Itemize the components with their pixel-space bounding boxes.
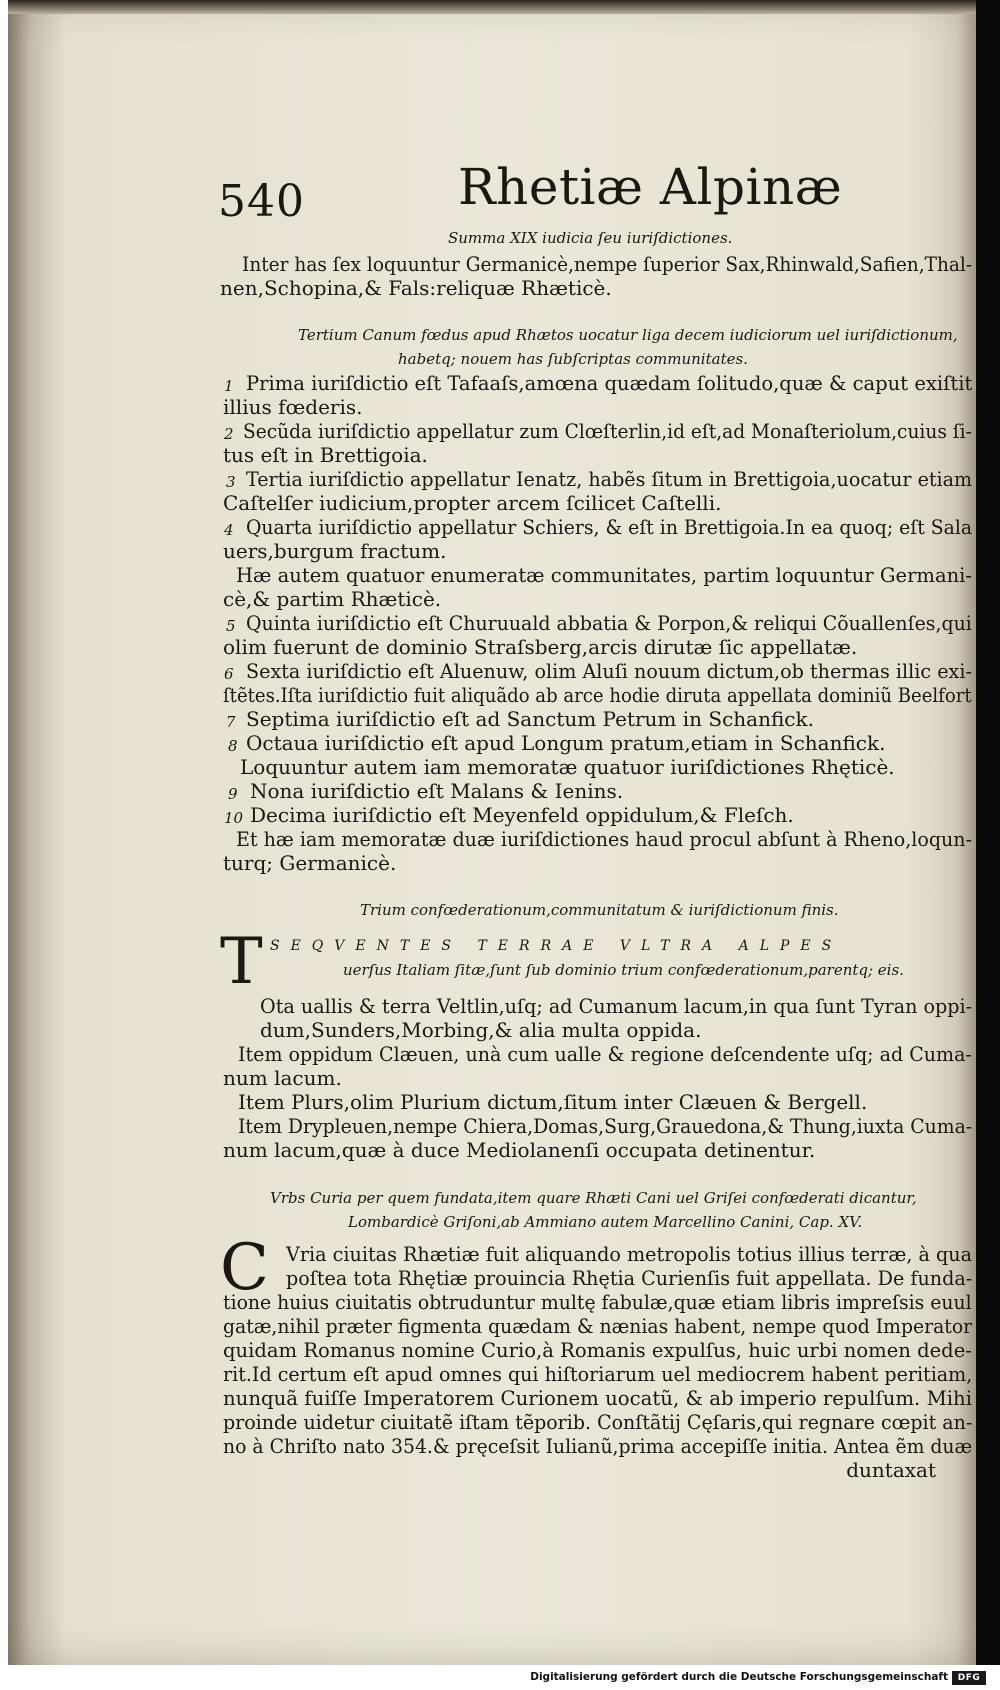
line-number: 8 xyxy=(228,737,238,755)
text-line: Summa XIX iudicia ſeu iuriſdictiones. xyxy=(448,229,733,247)
text-line: no à Chriſto nato 354.& pręceſsit Iulianũ,prima accepiſſe initia. Antea ẽm duæ xyxy=(223,1434,973,1458)
text-line: illius fœderis. xyxy=(223,395,363,419)
drop-cap-c: C xyxy=(220,1231,269,1305)
text-line: nen,Schopina,& Fals:reliquæ Rhæticè. xyxy=(220,276,612,300)
page-content xyxy=(8,0,976,1665)
text-line: olim fuerunt de dominio Straſsberg,arcis dirutæ ſic appellatæ. xyxy=(223,635,858,659)
text-line: Hæ autem quatuor enumeratæ communitates, partim loquuntur Germani- xyxy=(236,563,973,587)
scanned-page xyxy=(8,0,976,1665)
text-line: habetq; nouem has ſubſcriptas communitates. xyxy=(398,350,748,368)
scan-edge-bar xyxy=(976,0,1000,1665)
text-line: uers,burgum fractum. xyxy=(223,539,447,563)
text-line: ſtẽtes.Iſta iuriſdictio fuit aliquãdo ab arce hodie diruta appellata dominiũ Beelfort xyxy=(223,683,972,707)
text-line: poſtea tota Rhętiæ prouincia Rhętia Curienſis fuit appellata. De funda- xyxy=(286,1266,973,1290)
line-number: 4 xyxy=(224,521,234,539)
text-line: Item oppidum Clæuen, unà cum ualle & regione deſcendente uſq; ad Cuma- xyxy=(238,1042,972,1066)
text-line: Sexta iuriſdictio eſt Aluenuw, olim Aluſi nouum dictum,ob thermas illic exi- xyxy=(246,659,972,683)
line-number: 3 xyxy=(226,473,236,491)
text-line: Caſtelſer iudicium,propter arcem ſcilicet Caſtelli. xyxy=(223,491,722,515)
text-line: SEQVENTES TERRAE VLTRA ALPES xyxy=(270,938,843,954)
text-line: proinde uidetur ciuitatẽ iſtam tẽporib. Conſtãtij Cęſaris,qui regnare cœpit an- xyxy=(223,1410,973,1434)
text-line: Octaua iuriſdictio eſt apud Longum pratum,etiam in Schanfick. xyxy=(246,731,886,755)
footer-bar xyxy=(0,1668,992,1690)
text-line: gatæ,nihil præter figmenta quædam & nænias habent, nempe quod Imperator xyxy=(223,1314,973,1338)
text-line: Trium confœderationum,communitatum & iuriſdictionum finis. xyxy=(360,901,839,919)
text-line: Lombardicè Griſoni,ab Ammiano autem Marcellino Canini, Cap. XV. xyxy=(348,1213,863,1231)
text-line: Inter has ſex loquuntur Germanicè,nempe ſuperior Sax,Rhinwald,Safien,Thal- xyxy=(242,252,973,276)
line-number: 2 xyxy=(224,425,234,443)
line-number: 10 xyxy=(224,809,244,827)
text-line: Prima iuriſdictio eſt Tafaaſs,amœna quædam ſolitudo,quæ & caput exiſtit xyxy=(246,371,973,395)
line-number: 7 xyxy=(226,713,236,731)
dfg-logo: DFG xyxy=(952,1671,986,1685)
text-line: Loquuntur autem iam memoratæ quatuor iuriſdictiones Rhęticè. xyxy=(240,755,895,779)
text-line: quidam Romanus nomine Curio,à Romanis expulſus, huic urbi nomen dede- xyxy=(223,1338,972,1362)
footer-credit: Digitalisierung gefördert durch die Deutsche Forschungsgemeinschaft xyxy=(530,1671,948,1683)
text-line: Vrbs Curia per quem fundata,item quare Rhæti Cani uel Griſei confœderati dicantur, xyxy=(270,1189,917,1207)
text-line: Quarta iuriſdictio appellatur Schiers, & eſt in Brettigoia.In ea quoq; eſt Sala xyxy=(246,515,973,539)
text-line: duntaxat xyxy=(846,1458,936,1482)
text-line: num lacum. xyxy=(223,1066,342,1090)
line-number: 9 xyxy=(228,785,238,803)
text-line: cè,& partim Rhæticè. xyxy=(223,587,442,611)
page-number: 540 xyxy=(218,176,305,227)
line-number: 5 xyxy=(226,617,236,635)
text-line: Quinta iuriſdictio eſt Churuuald abbatia & Porpon,& reliqui Cõuallenſes,qui xyxy=(246,611,972,635)
text-line: Tertia iuriſdictio appellatur Ienatz, habẽs ſitum in Brettigoia,uocatur etiam xyxy=(246,467,973,491)
text-line: Tertium Canum fœdus apud Rhætos uocatur liga decem iudiciorum uel iuriſdictionum, xyxy=(298,326,958,344)
running-head: Rhetiæ Alpinæ xyxy=(458,158,843,216)
text-line: dum,Sunders,Morbing,& alia multa oppida. xyxy=(260,1018,702,1042)
text-line: uerſus Italiam ſitæ,ſunt ſub dominio trium confœderationum,parentq; eis. xyxy=(343,961,904,979)
text-line: Nona iuriſdictio eſt Malans & Ienins. xyxy=(250,779,624,803)
text-line: rit.Id certum eſt apud omnes qui hiſtoriarum uel mediocrem habent peritiam, xyxy=(223,1362,973,1386)
line-number: 1 xyxy=(224,377,234,395)
text-line: Decima iuriſdictio eſt Meyenfeld oppidulum,& Fleſch. xyxy=(250,803,794,827)
text-line: turq; Germanicè. xyxy=(223,851,397,875)
text-line: Item Plurs,olim Plurium dictum,ſitum inter Clæuen & Bergell. xyxy=(238,1090,868,1114)
text-line: nunquã fuiſſe Imperatorem Curionem uocatũ, & ab imperio repulſum. Mihi xyxy=(223,1386,972,1410)
text-line: tus eſt in Brettigoia. xyxy=(223,443,428,467)
text-line: num lacum,quæ à duce Mediolanenſi occupata detinentur. xyxy=(223,1138,816,1162)
text-line: tione huius ciuitatis obtruduntur multę fabulæ,quæ etiam libris impreſsis euul xyxy=(223,1290,972,1314)
text-line: Item Drypleuen,nempe Chiera,Domas,Surg,Grauedona,& Thung,iuxta Cuma- xyxy=(238,1114,973,1138)
text-line: Et hæ iam memoratæ duæ iuriſdictiones haud procul abſunt à Rheno,loqun- xyxy=(236,827,973,851)
text-line: Vria ciuitas Rhætiæ fuit aliquando metropolis totius illius terræ, à qua xyxy=(286,1242,973,1266)
text-line: Ota uallis & terra Veltlin,uſq; ad Cumanum lacum,in qua ſunt Tyran oppi- xyxy=(260,994,973,1018)
drop-cap-t: T xyxy=(220,925,263,999)
text-line: Septima iuriſdictio eſt ad Sanctum Petrum in Schanfick. xyxy=(246,707,814,731)
line-number: 6 xyxy=(224,665,234,683)
text-line: Secũda iuriſdictio appellatur zum Clœſterlin,id eſt,ad Monaſteriolum,cuius ſi- xyxy=(243,419,972,443)
